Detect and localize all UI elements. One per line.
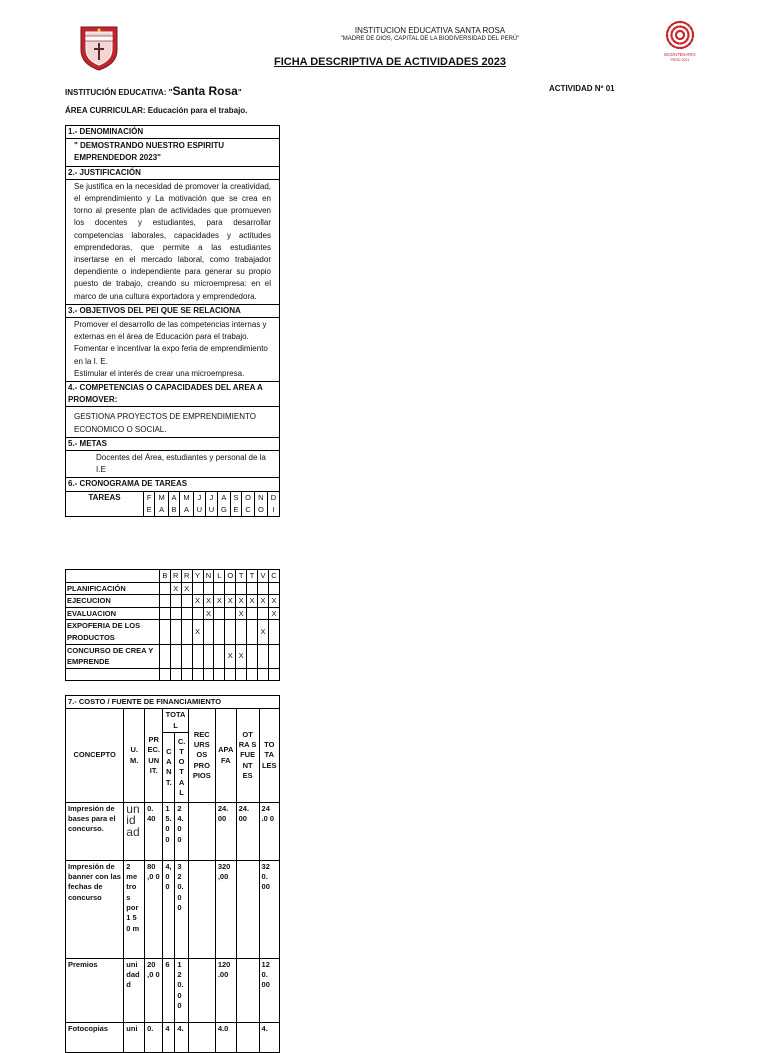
metas-title: 5.- METAS xyxy=(66,437,280,450)
month-header xyxy=(155,491,169,516)
month-header xyxy=(242,491,255,516)
schedule-task-label: CONCURSO DE CREA Y EMPRENDE xyxy=(66,644,160,668)
cost-concepto: Impresión de bases para el concurso. xyxy=(66,802,124,860)
cost-concepto: Fotocopias xyxy=(66,1022,124,1052)
col-cant: C A N T. xyxy=(163,732,175,802)
schedule-mark xyxy=(214,607,225,620)
schedule-grid xyxy=(65,569,280,681)
col-recursos: REC URS OS PRO PIOS xyxy=(188,709,215,803)
schedule-row xyxy=(66,620,280,644)
schedule-mark xyxy=(225,620,236,644)
schedule-month: V xyxy=(258,570,269,583)
cost-row xyxy=(66,802,280,860)
cost-prec: 20 ,0 0 xyxy=(145,958,163,1022)
objetivos-title: 3.- OBJETIVOS DEL PEI QUE SE RELACIONA xyxy=(66,304,280,317)
schedule-row xyxy=(66,644,280,668)
cost-apafa: 24. 00 xyxy=(215,802,236,860)
cost-ctotal: 1 2 0. 0 0 xyxy=(175,958,188,1022)
schedule-mark xyxy=(203,620,214,644)
schedule-task-label: EXPOFERIA DE LOS PRODUCTOS xyxy=(66,620,160,644)
schedule-spacer-cell xyxy=(214,668,225,680)
schedule-mark xyxy=(170,644,181,668)
month-top: J xyxy=(209,492,214,502)
cost-apafa: 320 ,00 xyxy=(215,860,236,958)
schedule-spacer-cell xyxy=(66,668,160,680)
cost-recursos xyxy=(188,1022,215,1052)
schedule-month: O xyxy=(225,570,236,583)
schedule-spacer-cell xyxy=(181,668,192,680)
schedule-mark xyxy=(268,644,279,668)
month-bottom: B xyxy=(171,504,177,514)
cost-totales: 24 .0 0 xyxy=(259,802,279,860)
col-otras: OT RA S FUE NT ES xyxy=(236,709,259,803)
denominacion-title: 1.- DENOMINACIÓN xyxy=(66,126,280,139)
schedule-mark xyxy=(225,582,236,595)
schedule-mark: X xyxy=(236,644,247,668)
schedule-corner xyxy=(66,570,160,583)
month-bottom: O xyxy=(257,504,264,514)
schedule-spacer-cell xyxy=(192,668,203,680)
schedule-mark xyxy=(181,607,192,620)
cost-title: 7.- COSTO / FUENTE DE FINANCIAMIENTO xyxy=(66,696,280,709)
schedule-month: Y xyxy=(192,570,203,583)
schedule-mark xyxy=(159,607,170,620)
descriptive-table xyxy=(65,125,280,517)
month-header xyxy=(217,491,230,516)
schedule-mark xyxy=(247,620,258,644)
school-name: INSTITUCION EDUCATIVA SANTA ROSA xyxy=(354,26,506,35)
schedule-task-label: PLANIFICACIÓN xyxy=(66,582,160,595)
cost-prec: 0. xyxy=(145,1022,163,1052)
schedule-mark: X xyxy=(258,595,269,608)
month-top: O xyxy=(245,492,251,502)
schedule-mark: X xyxy=(225,644,236,668)
schedule-mark: X xyxy=(170,582,181,595)
schedule-month: R xyxy=(181,570,192,583)
school-motto: "MADRE DE DIOS, CAPITAL DE LA BIODIVERSIDAD DEL PERÚ" xyxy=(340,36,520,42)
cost-um: uni xyxy=(124,1022,145,1052)
institution-name: Santa Rosa xyxy=(172,84,238,98)
cost-table xyxy=(65,695,280,1053)
col-um: U. M. xyxy=(124,709,145,803)
schedule-mark xyxy=(181,595,192,608)
schedule-mark: X xyxy=(236,595,247,608)
schedule-mark: X xyxy=(268,595,279,608)
schedule-mark: X xyxy=(225,595,236,608)
schedule-mark: X xyxy=(258,620,269,644)
month-header xyxy=(193,491,205,516)
schedule-spacer-cell xyxy=(268,668,279,680)
cost-ctotal: 4. xyxy=(175,1022,188,1052)
schedule-mark xyxy=(181,644,192,668)
activity-number: ACTIVIDAD Nº 01 xyxy=(549,84,615,93)
month-header xyxy=(254,491,267,516)
schedule-spacer-cell xyxy=(258,668,269,680)
bicentenario-logo-text-1: BICENTENARIO xyxy=(664,52,696,57)
tareas-label: TAREAS xyxy=(66,491,144,516)
month-top: D xyxy=(270,492,277,502)
cost-row xyxy=(66,1022,280,1052)
schedule-mark xyxy=(170,607,181,620)
cronograma-title: 6.- CRONOGRAMA DE TAREAS xyxy=(66,478,280,491)
cost-totales: 4. xyxy=(259,1022,279,1052)
cost-cant: 6 xyxy=(163,958,175,1022)
cost-recursos xyxy=(188,958,215,1022)
metas-text: Docentes del Área, estudiantes y personal de la I.E xyxy=(66,451,280,478)
cost-ctotal: 2 4. 0 0 xyxy=(175,802,188,860)
schedule-month: T xyxy=(247,570,258,583)
objetivos-cell xyxy=(66,318,280,382)
schedule-mark xyxy=(214,582,225,595)
schedule-mark xyxy=(247,607,258,620)
institution-line xyxy=(65,84,242,98)
schedule-spacer-row xyxy=(66,668,280,680)
schedule-mark: X xyxy=(247,595,258,608)
cost-prec: 0. 40 xyxy=(145,802,163,860)
cost-otras xyxy=(236,958,259,1022)
schedule-mark xyxy=(159,595,170,608)
col-totales: TO TA LES xyxy=(259,709,279,803)
schedule-row xyxy=(66,582,280,595)
col-concepto: CONCEPTO xyxy=(66,709,124,803)
cost-totales: 12 0. 00 xyxy=(259,958,279,1022)
bicentenario-logo-text-2: PERÚ 2021 xyxy=(670,58,690,62)
cost-prec: 80 ,0 0 xyxy=(145,860,163,958)
month-top: M xyxy=(158,492,165,502)
schedule-spacer-cell xyxy=(159,668,170,680)
col-ctotal: C. T O T A L xyxy=(175,732,188,802)
month-header xyxy=(144,491,155,516)
schedule-mark xyxy=(181,620,192,644)
schedule-mark xyxy=(203,582,214,595)
month-bottom: E xyxy=(146,504,152,514)
schedule-month: N xyxy=(203,570,214,583)
schedule-mark xyxy=(203,644,214,668)
schedule-row xyxy=(66,607,280,620)
cost-cant: 4 xyxy=(163,1022,175,1052)
schedule-mark xyxy=(258,607,269,620)
competencias-title: 4.- COMPETENCIAS O CAPACIDADES DEL AREA A PROMOVER: xyxy=(66,382,280,407)
schedule-mark xyxy=(170,595,181,608)
schedule-mark xyxy=(159,582,170,595)
objetivo-line: Fomentar e incentivar la expo feria de emprendimiento en la I. E. xyxy=(74,344,268,366)
schedule-mark xyxy=(214,644,225,668)
cost-otras xyxy=(236,860,259,958)
month-bottom: G xyxy=(220,504,227,514)
cost-recursos xyxy=(188,802,215,860)
schedule-row xyxy=(66,595,280,608)
schedule-spacer-cell xyxy=(247,668,258,680)
curricular-area: ÁREA CURRICULAR: Educación para el trabajo. xyxy=(65,106,248,115)
month-bottom: I xyxy=(272,504,275,514)
objetivo-line: Promover el desarrollo de las competencias internas y externas en el área de Educación para el trabajo. xyxy=(74,320,267,342)
month-top: A xyxy=(171,492,177,502)
cost-ctotal: 3 2 0. 0 0 xyxy=(175,860,188,958)
cost-um: 2 me tro s por 1 5 0 m xyxy=(124,860,145,958)
schedule-mark xyxy=(268,620,279,644)
month-top: J xyxy=(197,492,202,502)
schedule-spacer-cell xyxy=(170,668,181,680)
schedule-month: C xyxy=(268,570,279,583)
schedule-mark: X xyxy=(192,595,203,608)
month-header xyxy=(230,491,241,516)
schedule-mark xyxy=(159,644,170,668)
schedule-mark: X xyxy=(236,607,247,620)
month-top: A xyxy=(221,492,227,502)
cost-otras: 24. 00 xyxy=(236,802,259,860)
cost-um: uni dad d xyxy=(124,958,145,1022)
schedule-month: R xyxy=(170,570,181,583)
schedule-mark xyxy=(268,582,279,595)
month-bottom: A xyxy=(184,504,190,514)
schedule-mark xyxy=(192,644,203,668)
month-top: S xyxy=(233,492,239,502)
cost-otras xyxy=(236,1022,259,1052)
month-bottom: E xyxy=(233,504,239,514)
schedule-mark xyxy=(170,620,181,644)
schedule-mark: X xyxy=(214,595,225,608)
month-bottom: U xyxy=(196,504,203,514)
schedule-mark: X xyxy=(268,607,279,620)
month-bottom: U xyxy=(208,504,215,514)
month-top: F xyxy=(146,492,152,502)
col-prec: PR EC. UN IT. xyxy=(145,709,163,803)
month-header xyxy=(180,491,194,516)
schedule-mark xyxy=(236,582,247,595)
schedule-mark: X xyxy=(181,582,192,595)
cost-cant: 1 5. 0 0 xyxy=(163,802,175,860)
cost-apafa: 120 .00 xyxy=(215,958,236,1022)
schedule-task-label: EJECUCION xyxy=(66,595,160,608)
institution-label: INSTITUCIÓN EDUCATIVA: " xyxy=(65,88,173,97)
schedule-mark xyxy=(247,644,258,668)
schedule-mark xyxy=(214,620,225,644)
cost-row xyxy=(66,860,280,958)
justificacion-text: Se justifica en la necesidad de promover la creatividad, el emprendimiento y La motivación que se crea en torno al presente plan de actividades que promueven los docentes y estudiantes, para desarrollar competencias laborales, capacidades y actitudes emprendedoras, que permite a las estudiantes insertarse en el mercado laboral, como trabajador dependiente o independiente para generar su propio puesto de trabajo, creando su microempresa: en el marco de una cultura exportadora y emprendedora. xyxy=(66,179,280,304)
schedule-mark: X xyxy=(192,620,203,644)
schedule-header-row xyxy=(66,570,280,583)
schedule-spacer-cell xyxy=(225,668,236,680)
month-bottom: A xyxy=(159,504,165,514)
schedule-spacer-cell xyxy=(203,668,214,680)
month-header xyxy=(168,491,179,516)
cost-apafa: 4.0 xyxy=(215,1022,236,1052)
schedule-mark xyxy=(192,582,203,595)
denominacion-text: " DEMOSTRANDO NUESTRO ESPIRITU EMPRENDEDOR 2023" xyxy=(66,139,280,166)
col-apafa: APA FA xyxy=(215,709,236,803)
schedule-month: L xyxy=(214,570,225,583)
schedule-month: T xyxy=(236,570,247,583)
school-shield-logo xyxy=(78,24,120,72)
month-top: N xyxy=(258,492,264,502)
cost-concepto: Impresión de banner con las fechas de concurso xyxy=(66,860,124,958)
cost-row xyxy=(66,958,280,1022)
objetivo-line: Estimular el interés de crear una microempresa. xyxy=(74,368,245,378)
schedule-mark xyxy=(192,607,203,620)
cost-cant: 4, 0 0 xyxy=(163,860,175,958)
schedule-mark xyxy=(159,620,170,644)
month-bottom: C xyxy=(245,504,251,514)
competencias-text: GESTIONA PROYECTOS DE EMPRENDIMIENTO ECONOMICO O SOCIAL. xyxy=(66,407,280,437)
justificacion-title: 2.- JUSTIFICACIÓN xyxy=(66,166,280,179)
cost-concepto: Premios xyxy=(66,958,124,1022)
schedule-task-label: EVALUACION xyxy=(66,607,160,620)
month-header xyxy=(267,491,279,516)
schedule-mark: X xyxy=(203,607,214,620)
cost-recursos xyxy=(188,860,215,958)
schedule-month: B xyxy=(159,570,170,583)
schedule-mark: X xyxy=(203,595,214,608)
schedule-mark xyxy=(225,607,236,620)
cost-totales: 32 0. 00 xyxy=(259,860,279,958)
bicentenario-logo xyxy=(660,18,700,64)
cost-um: un id ad xyxy=(124,802,145,860)
document-title: FICHA DESCRIPTIVA DE ACTIVIDADES 2023 xyxy=(273,56,507,68)
schedule-mark xyxy=(247,582,258,595)
schedule-spacer-cell xyxy=(236,668,247,680)
schedule-mark xyxy=(236,620,247,644)
schedule-mark xyxy=(258,582,269,595)
month-top: M xyxy=(183,492,190,502)
schedule-mark xyxy=(258,644,269,668)
col-total: TOTA L xyxy=(163,709,188,733)
institution-close: " xyxy=(237,88,242,97)
month-header xyxy=(205,491,217,516)
